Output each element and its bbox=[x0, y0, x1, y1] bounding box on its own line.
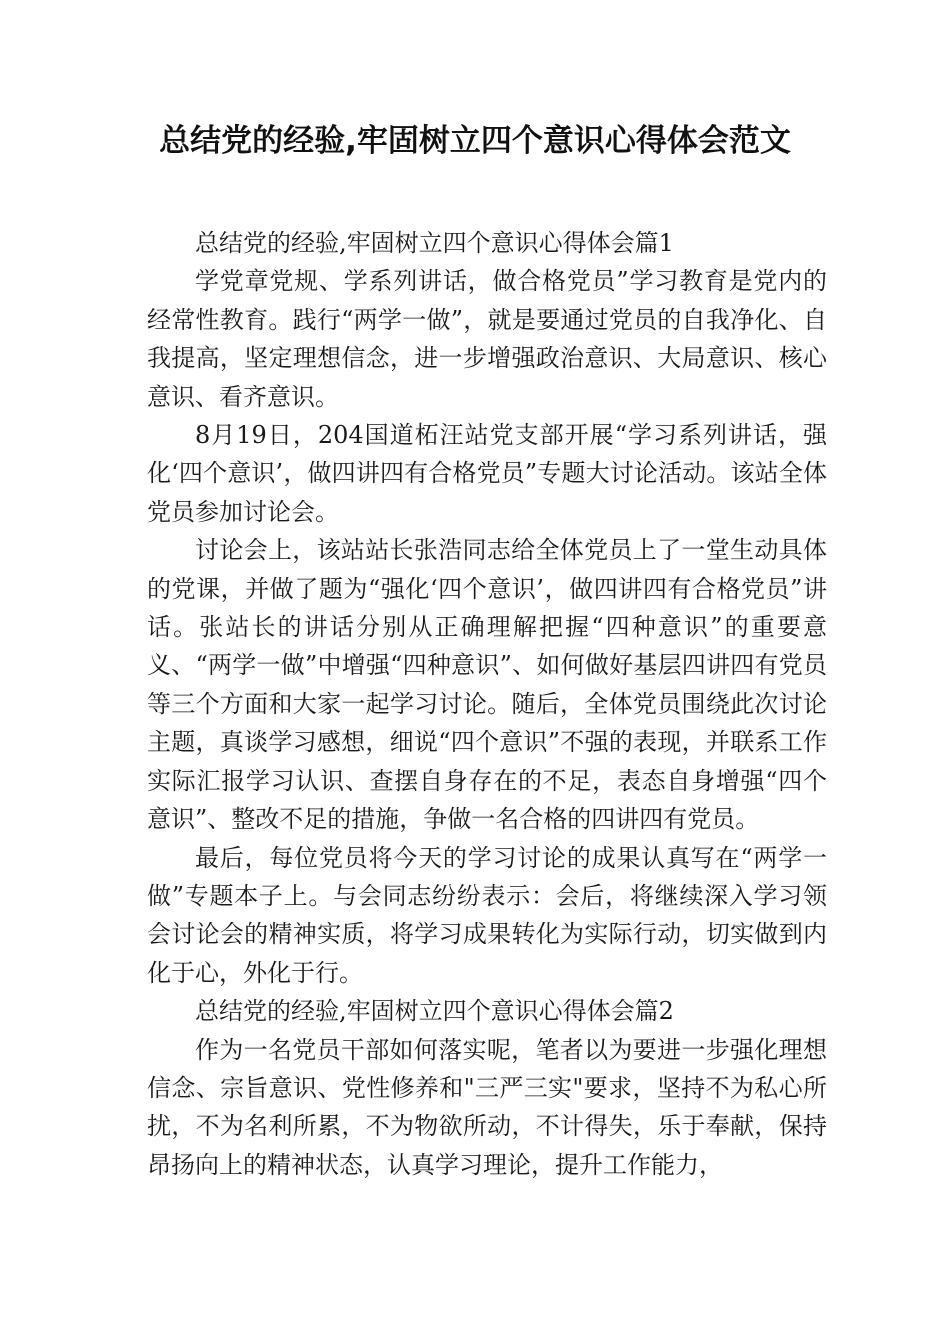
paragraph: 作为一名党员干部如何落实呢，笔者以为要进一步强化理想信念、宗旨意识、党性修养和"三严三实"要求，坚持不为私心所扰，不为名利所累，不为物欲所动，不计得失，乐于奉献，保持昂扬向上的精神状态，认真学习理论，提升工作能力， bbox=[147, 1035, 827, 1179]
document-title: 总结党的经验,牢固树立四个意识心得体会范文 bbox=[159, 123, 791, 159]
section-heading-1: 总结党的经验,牢固树立四个意识心得体会篇1 bbox=[195, 229, 674, 257]
section-heading-2: 总结党的经验,牢固树立四个意识心得体会篇2 bbox=[195, 997, 674, 1026]
document-body bbox=[147, 224, 827, 1184]
paragraph: 讨论会上，该站站长张浩同志给全体党员上了一堂生动具体的党课，并做了题为“强化‘四个意识’，做四讲四有合格党员”讲话。张站长的讲话分别从正确理解把握“四种意识”的重要意义、“两学一做”中增强“四种意识”、如何做好基层四讲四有党员等三个方面和大家一起学习讨论。随后，全体党员围绕此次讨论主题，真谈学习感想，细说“四个意识”不强的表现，并联系工作实际汇报学习认识、查摆自身存在的不足，表态自身增强“四个意识”、整改不足的措施，争做一名合格的四讲四有党员。 bbox=[147, 536, 827, 834]
paragraph: 学党章党规、学系列讲话，做合格党员”学习教育是党内的经常性教育。践行“两学一做”，就是要通过党员的自我净化、自我提高，坚定理想信念，进一步增强政治意识、大局意识、核心意识、看齐意识。 bbox=[147, 267, 827, 411]
paragraph: 最后，每位党员将今天的学习讨论的成果认真写在“两学一做”专题本子上。与会同志纷纷表示：会后，将继续深入学习领会讨论会的精神实质，将学习成果转化为实际行动，切实做到内化于心，外化于行。 bbox=[147, 843, 827, 987]
paragraph: 8月19日，204国道柘汪站党支部开展“学习系列讲话，强化‘四个意识’，做四讲四有合格党员”专题大讨论活动。该站全体党员参加讨论会。 bbox=[147, 421, 827, 526]
